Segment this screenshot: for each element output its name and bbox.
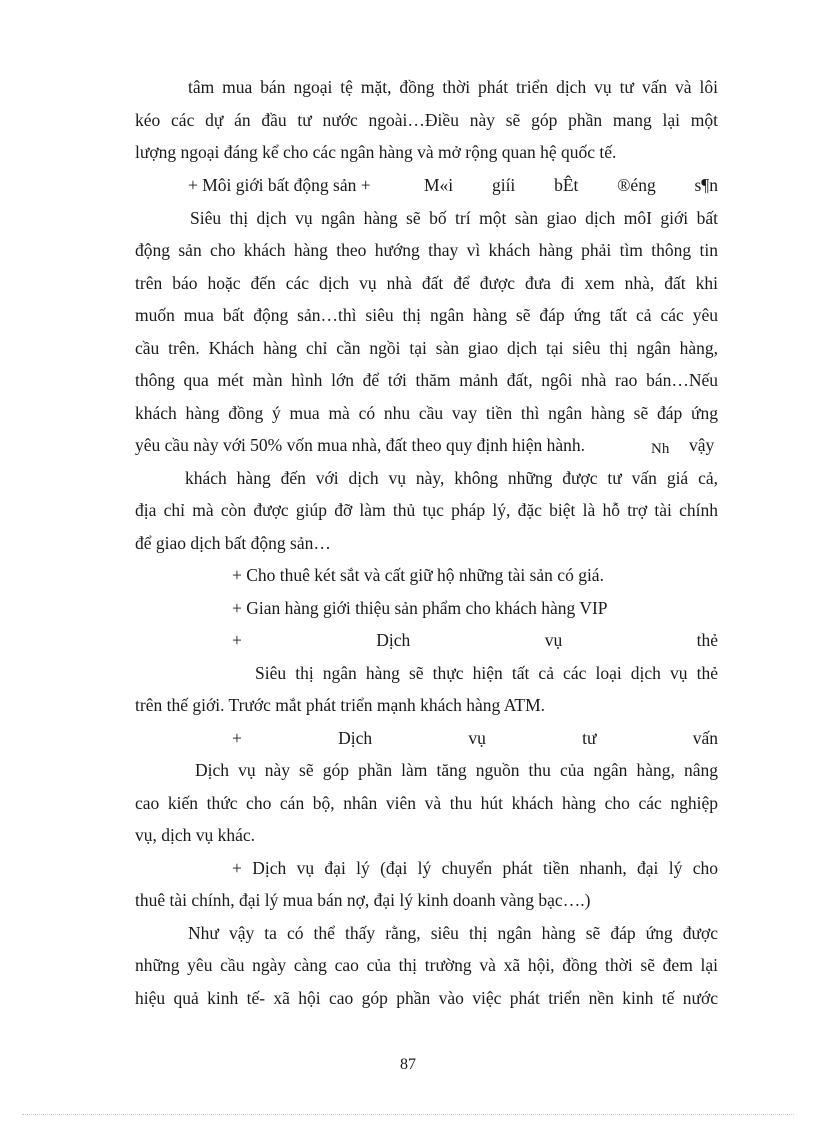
paragraph-line: lượng ngoại đáng kể cho các ngân hàng và mở rộng quan hệ quốc tế. [135, 142, 617, 162]
heading-word: + [232, 630, 242, 650]
paragraph-line: khách hàng đồng ý mua mà có nhu cầu vay tiền thì ngân hàng sẽ đáp ứng [135, 403, 718, 423]
paragraph-line: trên báo hoặc đến các dịch vụ nhà đất để được đưa đi xem nhà, đất khi [135, 273, 718, 293]
paragraph-line: tâm mua bán ngoại tệ mặt, đồng thời phát triển dịch vụ tư vấn và lôi [188, 77, 718, 97]
heading-word: tư [582, 728, 597, 748]
heading-word: M«i [424, 175, 454, 195]
heading-word: s¶n [694, 175, 718, 195]
paragraph-line: động sản cho khách hàng theo hướng thay vì khách hàng phải tìm thông tin [135, 240, 718, 260]
heading-word: Dịch [338, 728, 373, 748]
heading-word: giíi [491, 175, 516, 195]
paragraph-line: vụ, dịch vụ khác. [135, 825, 256, 845]
list-item: + Cho thuê két sắt và cất giữ hộ những tài sản có giá. [232, 565, 604, 585]
paragraph-line: Siêu thị ngân hàng sẽ thực hiện tất cả các loại dịch vụ thẻ [255, 663, 718, 683]
footer-divider [22, 1114, 794, 1115]
garbled-heading [424, 175, 718, 195]
paragraph-line: cầu trên. Khách hàng chỉ cần ngồi tại sàn giao dịch tại siêu thị ngân hàng, [135, 338, 718, 358]
paragraph-line: muốn mua bất động sản…thì siêu thị ngân hàng sẽ đáp ứng tất cả các yêu [135, 305, 718, 325]
heading-word: thẻ [696, 630, 718, 650]
list-item: + Dịch vụ đại lý (đại lý chuyển phát tiền nhanh, đại lý cho [232, 858, 718, 878]
paragraph-line: trên thế giới. Trước mắt phát triển mạnh khách hàng ATM. [135, 695, 546, 715]
paragraph-line: thông qua mét màn hình lớn để tới thăm mảnh đất, ngôi nhà rao bán…Nếu [135, 370, 718, 390]
paragraph-line: thuê tài chính, đại lý mua bán nợ, đại lý kinh doanh vàng bạc….) [135, 890, 591, 910]
paragraph-line: Dịch vụ này sẽ góp phần làm tăng nguồn thu của ngân hàng, nâng [195, 760, 718, 780]
heading-word: vụ [468, 728, 486, 748]
list-item: + Gian hàng giới thiệu sản phẩm cho khách hàng VIP [232, 598, 608, 618]
paragraph-line: hiệu quả kinh tế- xã hội cao góp phần vào việc phát triển nền kinh tế nước [135, 988, 718, 1008]
paragraph-line: kéo các dự án đầu tư nước ngoài…Điều này sẽ góp phần mang lại một [135, 110, 718, 130]
paragraph-line: yêu cầu này với 50% vốn mua nhà, đất theo quy định hiện hành. [135, 435, 586, 455]
heading-word: vấn [692, 728, 718, 748]
paragraph-line: Siêu thị dịch vụ ngân hàng sẽ bố trí một sàn giao dịch môI giới bất [190, 208, 718, 228]
heading-word: vụ [544, 630, 563, 650]
paragraph-line: để giao dịch bất động sản… [135, 533, 331, 553]
heading-word: bÊt [554, 175, 579, 195]
section-heading: + Môi giới bất động sản + [188, 175, 371, 195]
card-service-heading [232, 630, 718, 650]
heading-word: ®éng [617, 175, 656, 195]
paragraph-line: khách hàng đến với dịch vụ này, không những được tư vấn giá cả, [185, 468, 718, 488]
paragraph-line: cao kiến thức cho cán bộ, nhân viên và thu hút khách hàng cho các nghiệp [135, 793, 718, 813]
advice-service-heading [232, 728, 718, 748]
paragraph-line: những yêu cầu ngày càng cao của thị trường và xã hội, đồng thời sẽ đem lại [135, 955, 718, 975]
fragment-word: Nh [651, 441, 670, 457]
page-number: 87 [400, 1056, 416, 1073]
fragment-word: vậy [689, 435, 715, 455]
paragraph-line: địa chỉ mà còn được giúp đỡ làm thủ tục pháp lý, đặc biệt là hỗ trợ tài chính [135, 500, 718, 520]
heading-word: Dịch [376, 630, 411, 650]
heading-word: + [232, 728, 242, 748]
paragraph-line: Như vậy ta có thể thấy rằng, siêu thị ngân hàng sẽ đáp ứng được [188, 923, 718, 943]
